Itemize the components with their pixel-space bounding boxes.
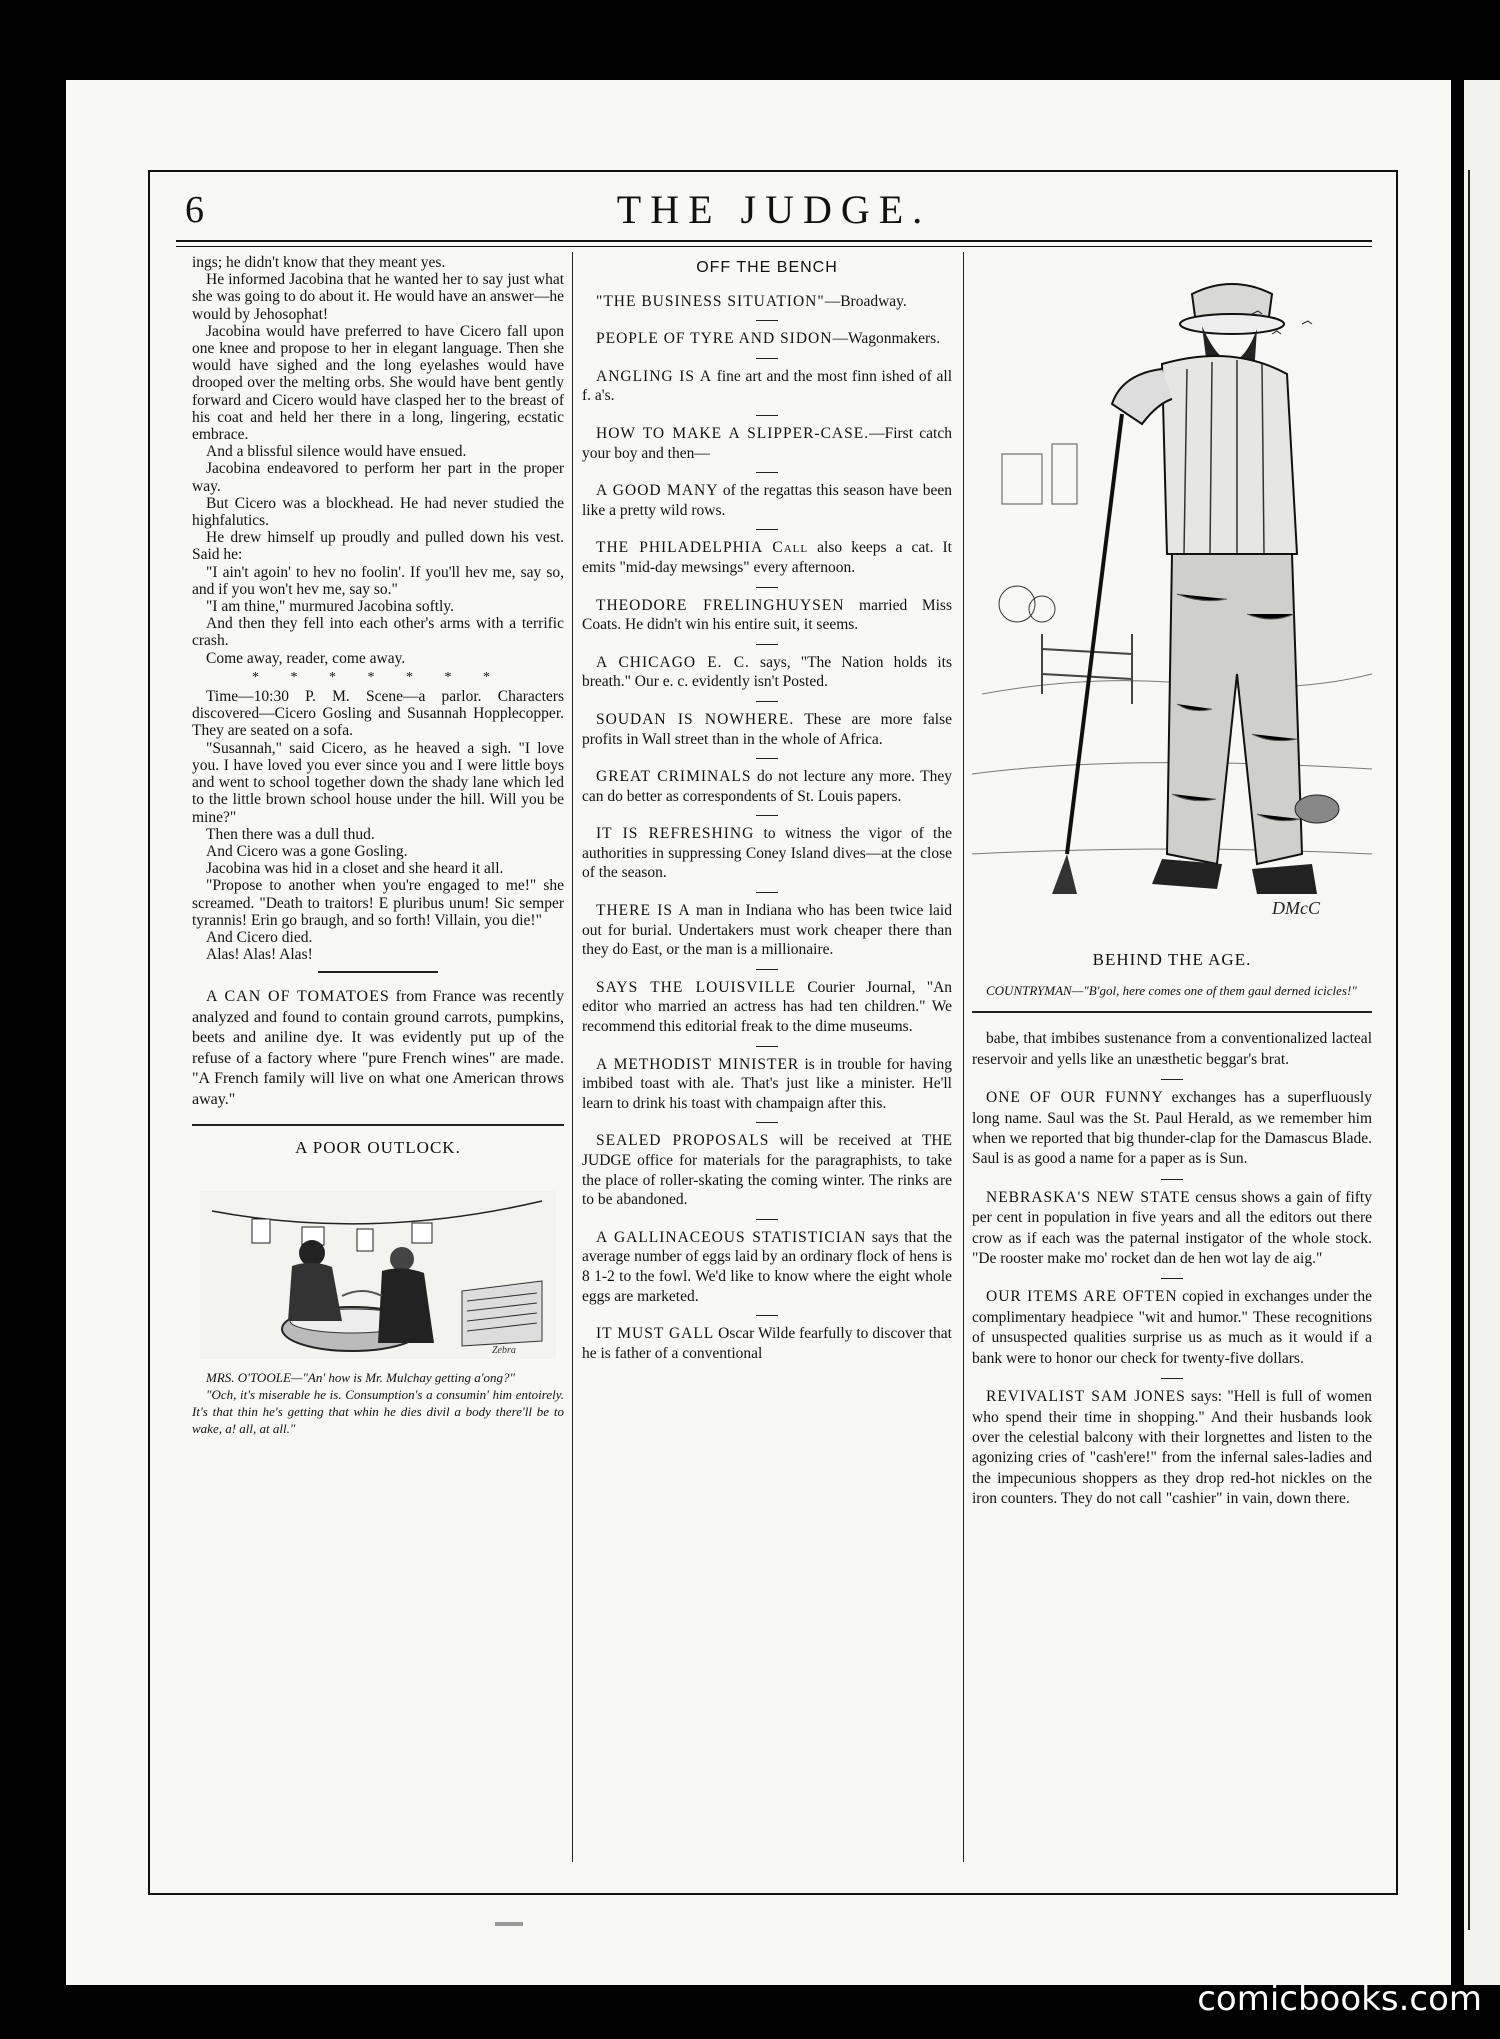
story-paragraph: He drew himself up proudly and pulled down his vest. Said he:: [192, 529, 564, 564]
item-text: says that the average number of eggs laid by an ordinary flock of hens is 8 1-2 to the fowl. We'd like to know where the eight whole eggs are marketed.: [582, 1228, 953, 1305]
section-rule: [192, 1124, 564, 1126]
item-separator: [756, 358, 778, 359]
item-lead: REVIVALIST SAM JONES: [986, 1388, 1186, 1406]
news-item: [582, 901, 952, 960]
column-divider-2: [963, 252, 964, 1862]
item-lead: HOW TO MAKE A SLIPPER-CASE.: [596, 424, 870, 442]
item-separator: [756, 815, 778, 816]
news-item: [582, 978, 952, 1037]
item-lead: GREAT CRIMINALS: [596, 768, 752, 786]
item-text: babe, that imbibes sustenance from a conventionalized lacteal reservoir and yells like an unæsthetic beggar's brat.: [972, 1030, 1372, 1068]
cartoon-caption: COUNTRYMAN—"B'gol, here comes one of them gaul derned icicles!": [986, 983, 1357, 999]
news-item: [972, 1029, 1372, 1070]
column-3: [972, 254, 1372, 1510]
item-lead: A GALLINACEOUS STATISTICIAN: [596, 1228, 867, 1246]
cartoon-caption: MRS. O'TOOLE—"An' how is Mr. Mulchay getting a'ong?": [206, 1369, 515, 1385]
story-paragraph: Jacobina would have preferred to have Cicero fall upon one knee and propose to her in elegant language. Then she would have sighed and the long eyelashes would have drooped over the melting orbs. She would have bent gently forward and Cicero would have clasped her to the breast of his coat and held her there in a long, lingering, ecstatic embrace.: [192, 322, 564, 444]
item-list: [972, 1029, 1372, 1509]
story-paragraph: Then there was a dull thud.: [206, 825, 375, 843]
item-text: says, "The Nation holds its breath." Our e. c. evidently isn't Posted.: [582, 653, 952, 691]
item-text: will be received at THE JUDGE office for materials for the paragraphists, to take the place of roller-skating the coming winter. The rinks are to be abandoned.: [582, 1132, 953, 1209]
news-item: [582, 329, 952, 349]
item-lead: A CHICAGO E. C.: [596, 653, 750, 671]
news-item: [582, 710, 952, 749]
news-item: [972, 1287, 1372, 1369]
item-separator: [756, 701, 778, 702]
item-text: also keeps a cat. It emits "mid-day mewsings" every afternoon.: [582, 539, 952, 576]
news-item: [972, 1188, 1372, 1270]
tomatoes-item: [192, 987, 564, 1110]
item-list: [582, 292, 952, 1364]
news-item: [582, 1055, 952, 1114]
news-item: [582, 653, 952, 692]
item-separator: [756, 1122, 778, 1123]
column-divider-1: [572, 252, 573, 1862]
cartoon-title: BEHIND THE AGE.: [1092, 950, 1252, 969]
news-item: [582, 1228, 952, 1306]
story-paragraph: "I ain't agoin' to hev no foolin'. If you'll hev me, say so, and if you won't hev me, say so.": [192, 563, 564, 598]
story-paragraph: ings; he didn't know that they meant yes.: [192, 254, 446, 271]
item-lead: ANGLING IS A: [596, 367, 713, 385]
story-paragraph: "I am thine," murmured Jacobina softly.: [206, 598, 454, 616]
item-lead: OUR ITEMS ARE OFTEN: [986, 1288, 1178, 1306]
page-number: 6: [185, 189, 204, 231]
item-separator: [756, 529, 778, 530]
masthead: THE JUDGE.: [616, 187, 932, 232]
item-separator: [1161, 1179, 1183, 1180]
item-text: married Miss Coats. He didn't win his entire suit, it seems.: [582, 596, 952, 634]
item-text: of the regattas this season have been like a pretty wild rows.: [582, 482, 952, 519]
item-text: copied in exchanges under the complimentary headpiece "wit and humor." These recognitions of unsuspected qualities surprise us as much as it would if a bank were to honor our check for twenty-five dollars.: [972, 1288, 1372, 1367]
column-1: [192, 254, 564, 1437]
news-item: [582, 596, 952, 635]
item-separator: [756, 472, 778, 473]
item-text: from France was recently analyzed and found to contain ground carrots, pumpkins, beets and aniline dye. It was evidently put up of the refuse of a factory where "pure French wines" are made. "A French family will live on what one American throws away.": [192, 988, 564, 1108]
item-separator: [756, 892, 778, 893]
header-rule-thin: [176, 246, 1372, 247]
story-paragraph: And Cicero was a gone Gosling.: [206, 842, 408, 860]
cartoon-caption: "Och, it's miserable he is. Consumption's a consumin' him entoirely. It's that thin he's getting that whin he dies divil a body there'll be to wake, a! all, at all.": [192, 1386, 564, 1436]
item-separator: [756, 1219, 778, 1220]
item-separator: [756, 320, 778, 321]
story-paragraph: But Cicero was a blockhead. He had never studied the highfalutics.: [192, 494, 564, 530]
item-lead: SEALED PROPOSALS: [596, 1132, 770, 1150]
item-text: —Broadway.: [824, 292, 907, 310]
column-heading: OFF THE BENCH: [696, 259, 838, 276]
item-text: Courier Journal, "An editor who married an actress has had ten children." We recommend this editorial freak to the dime museums.: [582, 978, 953, 1036]
facing-page-edge: [1464, 80, 1500, 1985]
item-text: is in trouble for having imbibed toast with ale. That's just like a minister. He'll learn to drink his toast with champaign after this.: [582, 1055, 952, 1112]
story-continued: [192, 254, 564, 963]
cartoon-title: A POOR OUTLOCK.: [295, 1138, 461, 1158]
item-separator: [1161, 1079, 1183, 1080]
news-item: [582, 481, 952, 520]
section-rule: [972, 1011, 1372, 1013]
item-lead: ONE OF OUR FUNNY: [986, 1089, 1164, 1107]
item-text: says: "Hell is full of women who spend their time in shopping." And their husbands look over the celestial balcony with their lorgnettes and listen to the agonizing cries of "cash'ere!" from the infernal sales-ladies and the impecunious shoppers as they drop red-hot nickles on the iron counters. They do not call "cashier" in vain, down there.: [972, 1388, 1372, 1508]
item-text: —Wagonmakers.: [832, 330, 941, 348]
item-lead: A GOOD MANY: [596, 482, 719, 500]
cartoon-signature: DMcC: [1272, 898, 1320, 918]
news-item: [582, 824, 952, 883]
item-text: fine art and the most finn ished of all f. a's.: [582, 367, 953, 405]
item-separator: [756, 415, 778, 416]
item-lead: IT MUST GALL: [596, 1325, 715, 1343]
item-separator: [1161, 1278, 1183, 1279]
item-text: Oscar Wilde fearfully to discover that he is father of a conventional: [582, 1325, 952, 1362]
item-text: to witness the vigor of the authorities in suppressing Coney Island dives—at the close of the season.: [582, 825, 952, 882]
item-lead: THE PHILADELPHIA Call: [596, 539, 809, 557]
item-separator: [756, 1046, 778, 1047]
section-break-stars: * * * * * * *: [252, 669, 504, 685]
item-lead: PEOPLE OF TYRE AND SIDON: [596, 330, 833, 348]
news-item: [582, 1324, 952, 1363]
story-paragraph: He informed Jacobina that he wanted her to say just what she was going to do about it. He would have an answer—he would by Jehosophat!: [192, 271, 564, 323]
item-lead: SAYS THE LOUISVILLE: [596, 978, 797, 996]
scan-mark: [495, 1922, 523, 1926]
item-separator: [756, 969, 778, 970]
column-2: [582, 254, 952, 1363]
news-item: [582, 1131, 952, 1209]
news-item: [582, 367, 952, 406]
story-paragraph: "Propose to another when you're engaged to me!" she screamed. "Death to traitors! E pluribus unum! Sic semper tyrannis! Erin go braugh, and so forth! Villain, you die!": [192, 877, 564, 929]
laundry-women-illustration: [192, 1171, 564, 1361]
item-text: do not lecture any more. They can do better as correspondents of St. Louis papers.: [582, 768, 952, 805]
item-text: man in Indiana who has been twice laid out for burial. Undertakers must work cheaper there than they do East, or the man is a millionaire.: [582, 902, 952, 959]
item-separator: [756, 1315, 778, 1316]
watermark: comicbooks.com: [1197, 1979, 1482, 2019]
item-separator: [756, 758, 778, 759]
news-item: [582, 767, 952, 806]
news-item: [582, 538, 952, 577]
story-paragraph: Alas! Alas! Alas!: [206, 946, 313, 964]
cartoon-signature: Zebra: [492, 1344, 516, 1356]
story-paragraph: And a blissful silence would have ensued.: [206, 443, 467, 461]
header-rule: [176, 240, 1372, 242]
item-lead: A METHODIST MINISTER: [596, 1055, 800, 1073]
item-lead: SOUDAN IS NOWHERE.: [596, 710, 795, 728]
story-paragraph: And Cicero died.: [206, 928, 313, 946]
story-end-rule: [318, 971, 438, 973]
news-item: [972, 1088, 1372, 1170]
item-lead: NEBRASKA'S NEW STATE: [986, 1188, 1191, 1206]
story-paragraph: Jacobina endeavored to perform her part in the proper way.: [192, 460, 564, 495]
news-item: [972, 1387, 1372, 1509]
story-paragraph: "Susannah," said Cicero, as he heaved a sigh. "I love you. I have loved you ever since you and I were little boys and went to school together down the shady lane which led to the little brown school house under the hill. Will you be mine?": [192, 739, 564, 826]
story-paragraph: Come away, reader, come away.: [206, 649, 406, 667]
story-paragraph: Jacobina was hid in a closet and she heard it all.: [206, 860, 504, 878]
news-item: [582, 292, 952, 312]
item-lead: THEODORE FRELINGHUYSEN: [596, 596, 845, 614]
news-item: [582, 424, 952, 463]
item-lead: "THE BUSINESS SITUATION": [596, 292, 825, 310]
item-text: exchanges has a superfluously long name. Saul was the St. Paul Herald, as we remember him when we reported that big thunder-clap for the Damascus Blade. Saul is as good a name for a paper as is Sun.: [972, 1089, 1372, 1168]
item-lead: IT IS REFRESHING: [596, 825, 755, 843]
story-paragraph: And then they fell into each other's arms with a terrific crash.: [192, 615, 564, 650]
item-text: —First catch your boy and then—: [582, 424, 952, 462]
item-lead: A CAN OF TOMATOES: [206, 988, 390, 1006]
countryman-illustration: [972, 254, 1372, 944]
story-paragraph: Time—10:30 P. M. Scene—a parlor. Characters discovered—Cicero Gosling and Susannah Hopplecopper. They are seated on a sofa.: [192, 688, 564, 740]
item-text: census shows a gain of fifty per cent in population in five years and all the editors out there crow as if each was the paternal instigator of the whole stock. "De rooster make mo' rocket dan de hen wot lay de aig.": [972, 1188, 1372, 1268]
item-separator: [756, 587, 778, 588]
item-separator: [756, 644, 778, 645]
item-text: These are more false profits in Wall street than in the whole of Africa.: [582, 710, 952, 748]
item-separator: [1161, 1378, 1183, 1379]
item-lead: THERE IS A: [596, 902, 691, 920]
